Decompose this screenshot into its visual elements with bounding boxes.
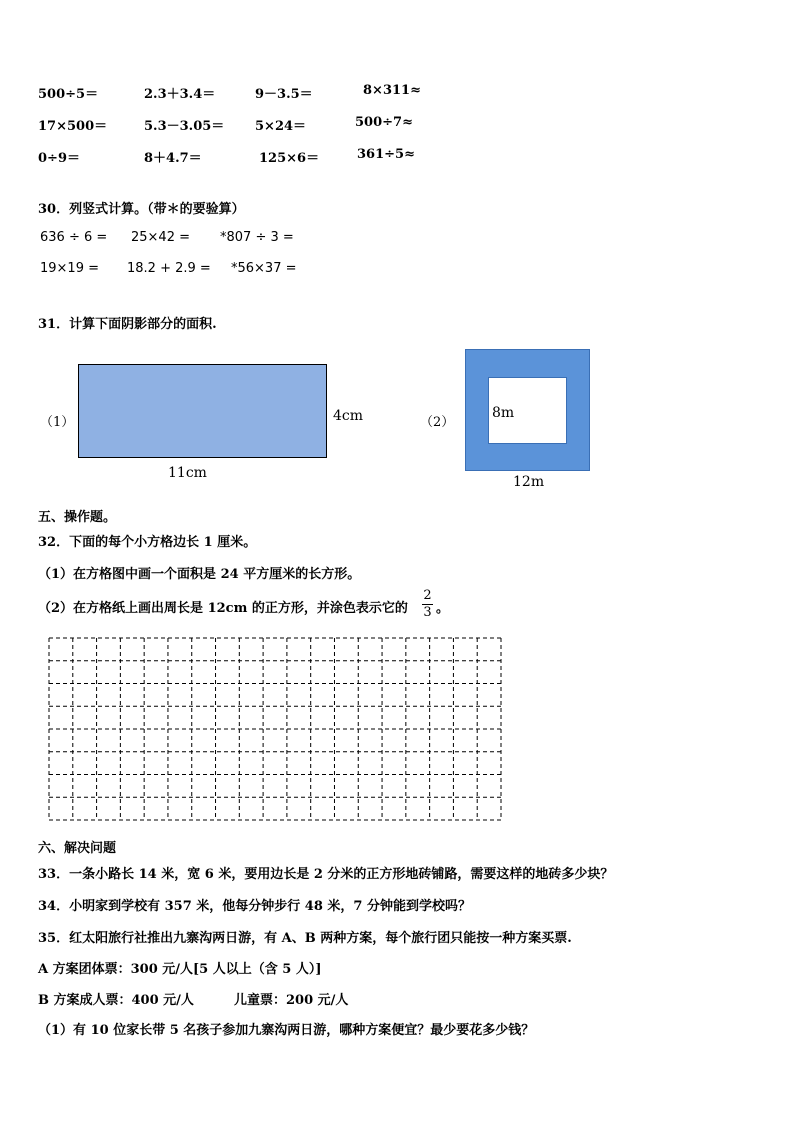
q35-part1: （1）有 10 位家长带 5 名孩子参加九寨沟两日游，哪种方案便宜？最少要花多少钱？ bbox=[38, 1023, 535, 1038]
oral-calc-3-2: 8＋4.7＝ bbox=[144, 151, 202, 166]
q30-item-4: 19×19 = bbox=[40, 261, 100, 276]
q30-title: 30．列竖式计算。（带＊的要验算） bbox=[38, 202, 245, 217]
square-grid[interactable] bbox=[48, 637, 502, 821]
oral-calc-2-1: 17×500＝ bbox=[38, 119, 108, 134]
section-5-heading: 五、操作题。 bbox=[38, 510, 117, 525]
q31-inner-label: 8m bbox=[492, 405, 515, 421]
q31-fig1-label: （1） bbox=[40, 415, 75, 430]
q35-plan-b-adult: B 方案成人票：400 元/人 bbox=[38, 993, 194, 1008]
q31-rectangle bbox=[78, 364, 327, 458]
section-6-heading: 六、解决问题 bbox=[38, 841, 117, 856]
q31-outer-label: 12m bbox=[513, 474, 545, 490]
oral-calc-2-3: 5×24＝ bbox=[255, 119, 307, 134]
oral-calc-1-2: 2.3＋3.4＝ bbox=[144, 87, 216, 102]
q34-text: 34．小明家到学校有 357 米，他每分钟步行 48 米，7 分钟能到学校吗？ bbox=[38, 899, 471, 914]
q32-title: 32．下面的每个小方格边长 1 厘米。 bbox=[38, 535, 257, 550]
q30-item-3: *807 ÷ 3 = bbox=[220, 230, 294, 245]
q32-part2-end: 。 bbox=[436, 601, 450, 616]
q30-item-2: 25×42 = bbox=[131, 230, 191, 245]
oral-calc-1-3: 9－3.5＝ bbox=[255, 87, 313, 102]
q30-item-6: *56×37 = bbox=[231, 261, 297, 276]
oral-calc-1-4: 8×311≈ bbox=[363, 83, 421, 98]
q31-fig2-label: （2） bbox=[420, 415, 455, 430]
q32-frac-num: 2 bbox=[423, 588, 432, 603]
q31-rect-width-label: 11cm bbox=[168, 465, 207, 481]
q32-part1: （1）在方格图中画一个面积是 24 平方厘米的长方形。 bbox=[38, 567, 361, 582]
oral-calc-3-1: 0÷9＝ bbox=[38, 151, 80, 166]
q32-fraction bbox=[422, 588, 433, 621]
q30-item-1: 636 ÷ 6 = bbox=[40, 230, 108, 245]
q31-title: 31．计算下面阴影部分的面积. bbox=[38, 317, 217, 332]
oral-calc-1-1: 500÷5＝ bbox=[38, 87, 99, 102]
q35-title: 35．红太阳旅行社推出九寨沟两日游，有 A、B 两种方案，每个旅行团只能按一种方案买票. bbox=[38, 931, 572, 946]
q35-plan-a: A 方案团体票：300 元/人[5 人以上（含 5 人）] bbox=[38, 962, 322, 977]
oral-calc-2-4: 500÷7≈ bbox=[355, 115, 413, 130]
q31-rect-height-label: 4cm bbox=[333, 408, 364, 424]
q32-frac-den: 3 bbox=[423, 605, 432, 620]
oral-calc-3-4: 361÷5≈ bbox=[357, 147, 415, 162]
q32-part2: （2）在方格纸上画出周长是 12cm 的正方形，并涂色表示它的 bbox=[38, 601, 408, 616]
q35-plan-b-child: 儿童票：200 元/人 bbox=[234, 993, 349, 1008]
q33-text: 33．一条小路长 14 米，宽 6 米，要用边长是 2 分米的正方形地砖铺路，需要这样的地砖多少块？ bbox=[38, 867, 614, 882]
oral-calc-3-3: 125×6＝ bbox=[259, 151, 320, 166]
q30-item-5: 18.2 + 2.9 = bbox=[127, 261, 211, 276]
oral-calc-2-2: 5.3－3.05＝ bbox=[144, 119, 225, 134]
